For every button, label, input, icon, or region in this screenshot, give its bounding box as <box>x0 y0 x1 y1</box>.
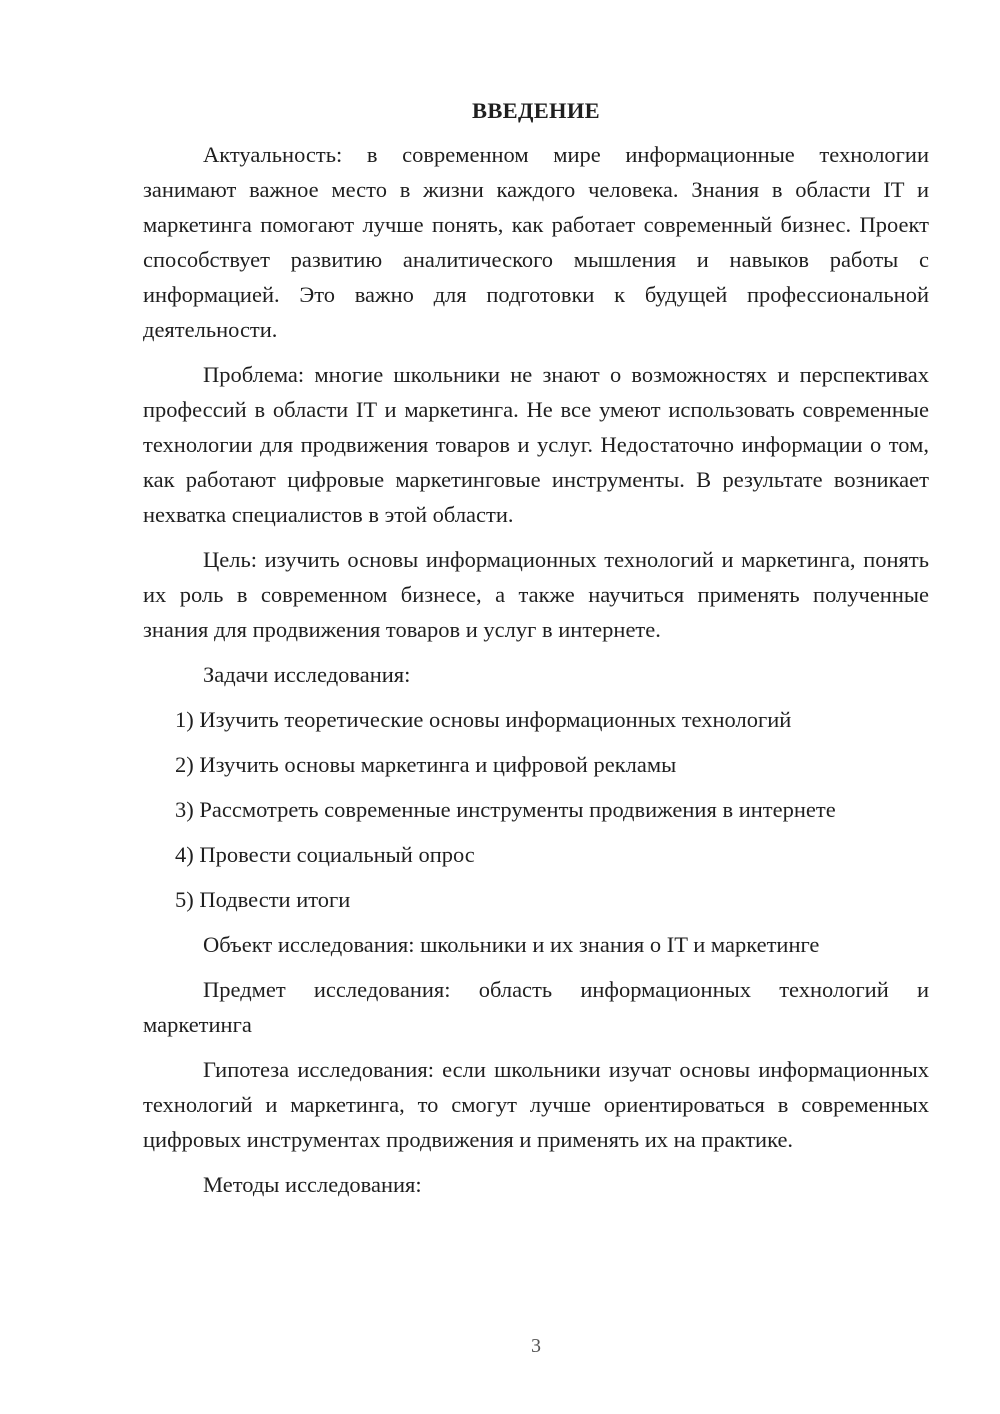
list-item: 4) Провести социальный опрос <box>175 842 475 867</box>
object-paragraph: Объект исследования: школьники и их знания о IT и маркетинге <box>203 932 820 957</box>
list-item: 1) Изучить теоретические основы информационных технологий <box>175 707 792 732</box>
goal-paragraph: Цель: изучить основы информационных технологий и маркетинга, понять их роль в современном бизнесе, а также научиться применять полученные знания для продвижения товаров и услуг в интернете. <box>143 547 929 642</box>
tasks-list <box>143 702 929 917</box>
subject-paragraph: Предмет исследования: область информационных технологий и маркетинга <box>143 977 929 1037</box>
problem-paragraph: Проблема: многие школьники не знают о возможностях и перспективах профессий в области IT и маркетинга. Не все умеют использовать современные технологии для продвижения товаров и услуг. Недостаточно информации о том, как работают цифровые маркетинговые инструменты. В результате возникает нехватка специалистов в этой области. <box>143 362 929 527</box>
list-item: 2) Изучить основы маркетинга и цифровой рекламы <box>175 752 677 777</box>
methods-heading: Методы исследования: <box>203 1172 422 1197</box>
hypothesis-paragraph: Гипотеза исследования: если школьники изучат основы информационных технологий и маркетинга, то смогут лучше ориентироваться в современных цифровых инструментах продвижения и применять их на практике. <box>143 1057 929 1152</box>
list-item: 5) Подвести итоги <box>175 887 351 912</box>
list-item: 3) Рассмотреть современные инструменты продвижения в интернете <box>175 797 836 822</box>
text-column <box>143 95 929 1212</box>
relevance-paragraph: Актуальность: в современном мире информационные технологии занимают важное место в жизни каждого человека. Знания в области IT и маркетинга помогают лучше понять, как работает современный бизнес. Проект способствует развитию аналитического мышления и навыков работы с информацией. Это важно для подготовки к будущей профессиональной деятельности. <box>143 142 929 342</box>
tasks-heading: Задачи исследования: <box>203 662 411 687</box>
page-title: ВВЕДЕНИЕ <box>472 98 600 123</box>
page-number: 3 <box>531 1335 541 1357</box>
